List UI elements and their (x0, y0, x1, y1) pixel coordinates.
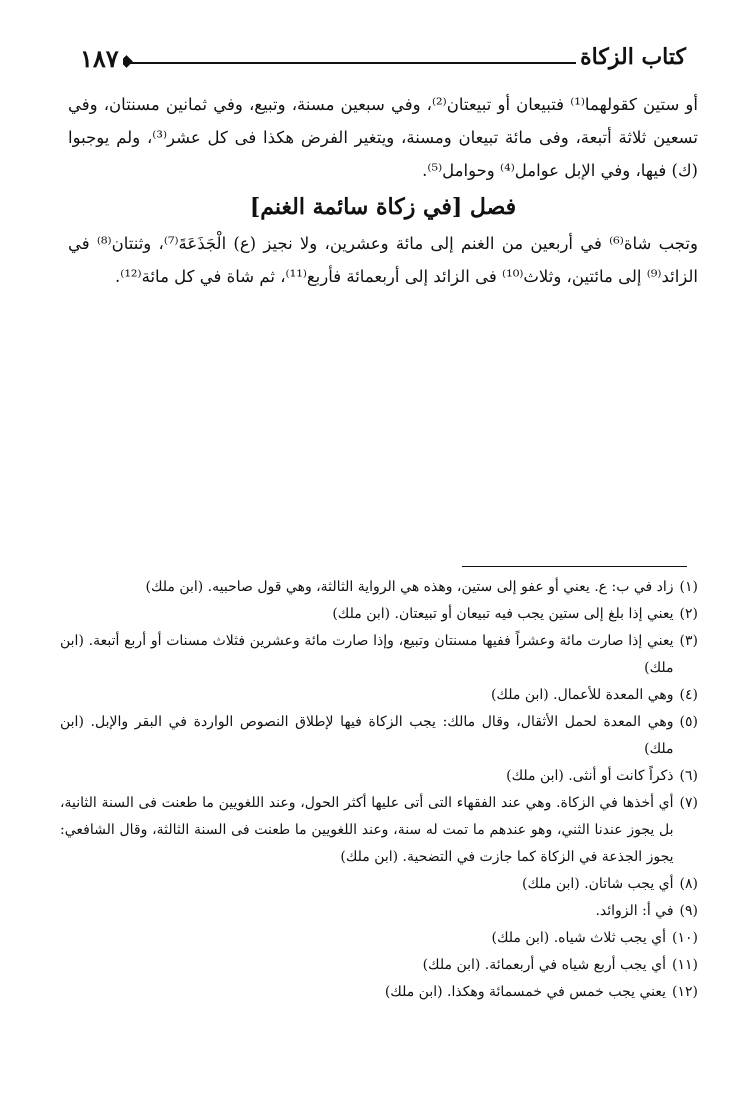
footnote-text: وهي المعدة لحمل الأثقال، وقال مالك: يجب الزكاة فيها لإطلاق النصوص الواردة في البقر والإبل. (ابن ملك) (60, 714, 674, 757)
footnote-text: يعني إذا صارت مائة وعشراً ففيها مسنتان وتبيع، وإذا صارت مائة وعشرين فثلاث مسنات أو أربع أتبعة. (ابن ملك) (60, 633, 674, 676)
main-text (68, 88, 698, 293)
footnote-number: (٨) (679, 876, 698, 892)
footnote (60, 898, 698, 925)
footnote (60, 601, 698, 628)
footnote-number: (٧) (679, 795, 698, 811)
header-rule (122, 62, 638, 64)
footnote (60, 871, 698, 898)
footnote (60, 709, 698, 763)
footnote-text: أي يجب شاتان. (ابن ملك) (522, 876, 674, 892)
footnote-number: (٣) (679, 633, 698, 649)
footnote-text: أي يجب أربع شياه في أربعمائة. (ابن ملك) (422, 957, 667, 973)
footnotes (60, 574, 698, 1006)
footnote-number: (٥) (679, 714, 698, 730)
footnote-text: وهي المعدة للأعمال. (ابن ملك) (490, 687, 674, 703)
footnote-text: زاد في ب: ع. يعني أو عفو إلى ستين، وهذه هي الرواية الثالثة، وهي قول صاحبيه. (ابن ملك) (145, 579, 674, 595)
footnote-text: في أ: الزوائد. (595, 903, 674, 919)
footnote (60, 790, 698, 871)
paragraph-1: أو ستين كقولهما⁽¹⁾ فتبيعان أو تبيعتان⁽²⁾، وفي سبعين مسنة، وتبيع، وفي ثمانين مسنتان، وفي تسعين ثلاثة أتبعة، وفى مائة تبيعان ومسنة، ويتغير الفرض هكذا فى كل عشر⁽³⁾، ولم يوجبوا (ك) فيها، وفي الإبل عوامل⁽⁴⁾ وحوامل⁽⁵⁾. (68, 95, 698, 180)
footnote-number: (٤) (679, 687, 698, 703)
footnote (60, 628, 698, 682)
footnote-number: (١١) (672, 957, 698, 973)
footnote-number: (١) (679, 579, 698, 595)
footnote-number: (٢) (679, 606, 698, 622)
footnote (60, 763, 698, 790)
footnote (60, 952, 698, 979)
footnote (60, 979, 698, 1006)
footnote-number: (٦) (679, 768, 698, 784)
footnote (60, 574, 698, 601)
section-heading: فصل [في زكاة سائمة الغنم] (249, 194, 517, 220)
page-number: ١٨٧ (76, 44, 123, 73)
footnote (60, 682, 698, 709)
page-header (70, 40, 690, 80)
paragraph-2: وتجب شاة⁽⁶⁾ في أربعين من الغنم إلى مائة وعشرين، ولا نجيز (ع) الْجَذَعَةَ⁽⁷⁾، وثنتان⁽⁸⁾ في الزائد⁽⁹⁾ إلى مائتين، وثلاث⁽¹⁰⁾ فى الزائد إلى أربعمائة فأربع⁽¹¹⁾، ثم شاة في كل مائة⁽¹²⁾. (68, 234, 698, 286)
footnote-text: ذكراً كانت أو أنثى. (ابن ملك) (506, 768, 674, 784)
footnote-text: يعني يجب خمس في خمسمائة وهكذا. (ابن ملك) (384, 984, 667, 1000)
footnote-text: أي أخذها في الزكاة. وهي عند الفقهاء التى أتى عليها أكثر الحول، وعند اللغويين ما طعنت فى السنة الثانية، بل يجوز عندنا الثني، وهو عندهم ما تمت له سنة، وعند اللغويين ما طعنت فى السنة الثالثة، وقال الشافعي: يجوز الجذعة في الزكاة كما جازت في التضحية. (ابن ملك) (60, 795, 674, 865)
running-title: كتاب الزكاة (576, 44, 690, 70)
footnote-separator (462, 566, 687, 567)
footnote (60, 925, 698, 952)
footnote-number: (١٠) (672, 930, 698, 946)
footnote-text: أي يجب ثلاث شياه. (ابن ملك) (491, 930, 667, 946)
footnote-number: (١٢) (672, 984, 698, 1000)
footnote-text: يعني إذا بلغ إلى ستين يجب فيه تبيعان أو تبيعتان. (ابن ملك) (332, 606, 674, 622)
footnote-number: (٩) (679, 903, 698, 919)
